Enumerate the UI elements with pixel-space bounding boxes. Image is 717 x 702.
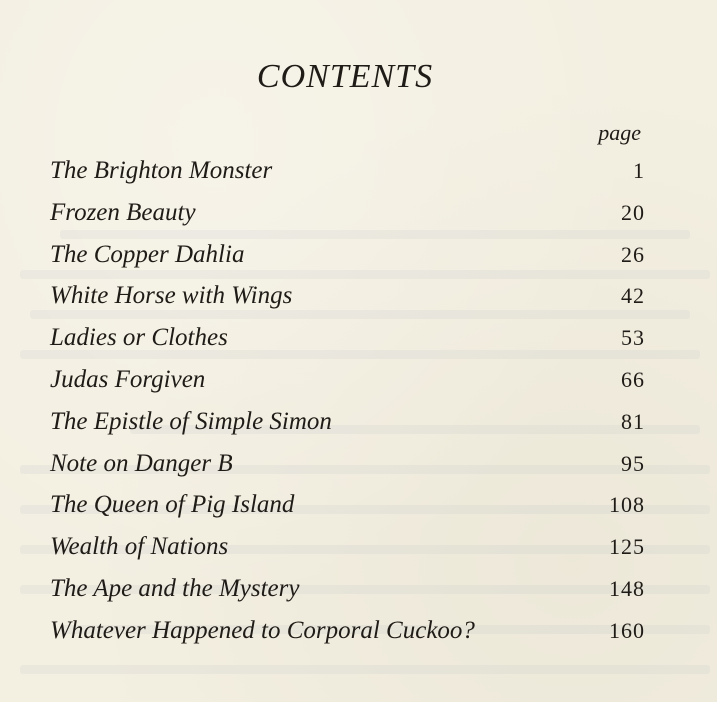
toc-entry-title: Frozen Beauty — [50, 198, 196, 226]
toc-entry — [50, 317, 645, 359]
toc-entry-page: 95 — [621, 450, 645, 476]
toc-entry-title: The Epistle of Simple Simon — [50, 407, 332, 435]
toc-entry-title: Wealth of Nations — [50, 533, 229, 561]
toc-entry — [50, 192, 645, 234]
toc-entry-page: 160 — [609, 617, 645, 643]
toc-entry-page: 148 — [609, 575, 645, 601]
toc-entry — [50, 275, 645, 317]
toc-entry-page: 53 — [621, 325, 645, 351]
toc-entry-title: Judas Forgiven — [50, 365, 206, 393]
toc-entry-page: 1 — [633, 158, 645, 183]
toc-entry-page: 42 — [621, 283, 645, 309]
table-of-contents — [50, 150, 645, 652]
toc-entry-page: 81 — [621, 408, 645, 434]
toc-entry-page: 108 — [609, 492, 645, 518]
page-column-label: page — [598, 120, 641, 145]
toc-entry-page: 66 — [621, 366, 645, 392]
toc-entry — [50, 526, 645, 568]
toc-entry — [50, 443, 645, 485]
toc-entry-page: 26 — [621, 241, 645, 267]
toc-entry-title: The Queen of Pig Island — [50, 491, 295, 519]
toc-entry — [50, 150, 645, 192]
contents-heading: CONTENTS — [256, 58, 434, 95]
toc-entry — [50, 359, 645, 401]
toc-entry-title: Note on Danger B — [50, 449, 233, 477]
toc-entry — [50, 568, 645, 610]
toc-entry-page: 125 — [609, 534, 645, 560]
toc-entry-title: White Horse with Wings — [50, 282, 293, 310]
toc-entry — [50, 234, 645, 276]
toc-entry-title: The Brighton Monster — [50, 157, 273, 184]
toc-entry-title: The Ape and the Mystery — [50, 574, 300, 602]
toc-entry — [50, 610, 645, 652]
toc-entry-page: 20 — [621, 199, 645, 225]
toc-entry-title: Ladies or Clothes — [50, 324, 228, 352]
toc-entry-title: The Copper Dahlia — [50, 240, 245, 268]
toc-entry — [50, 401, 645, 443]
toc-entry — [50, 484, 645, 526]
toc-entry-title: Whatever Happened to Corporal Cuckoo? — [50, 616, 475, 644]
